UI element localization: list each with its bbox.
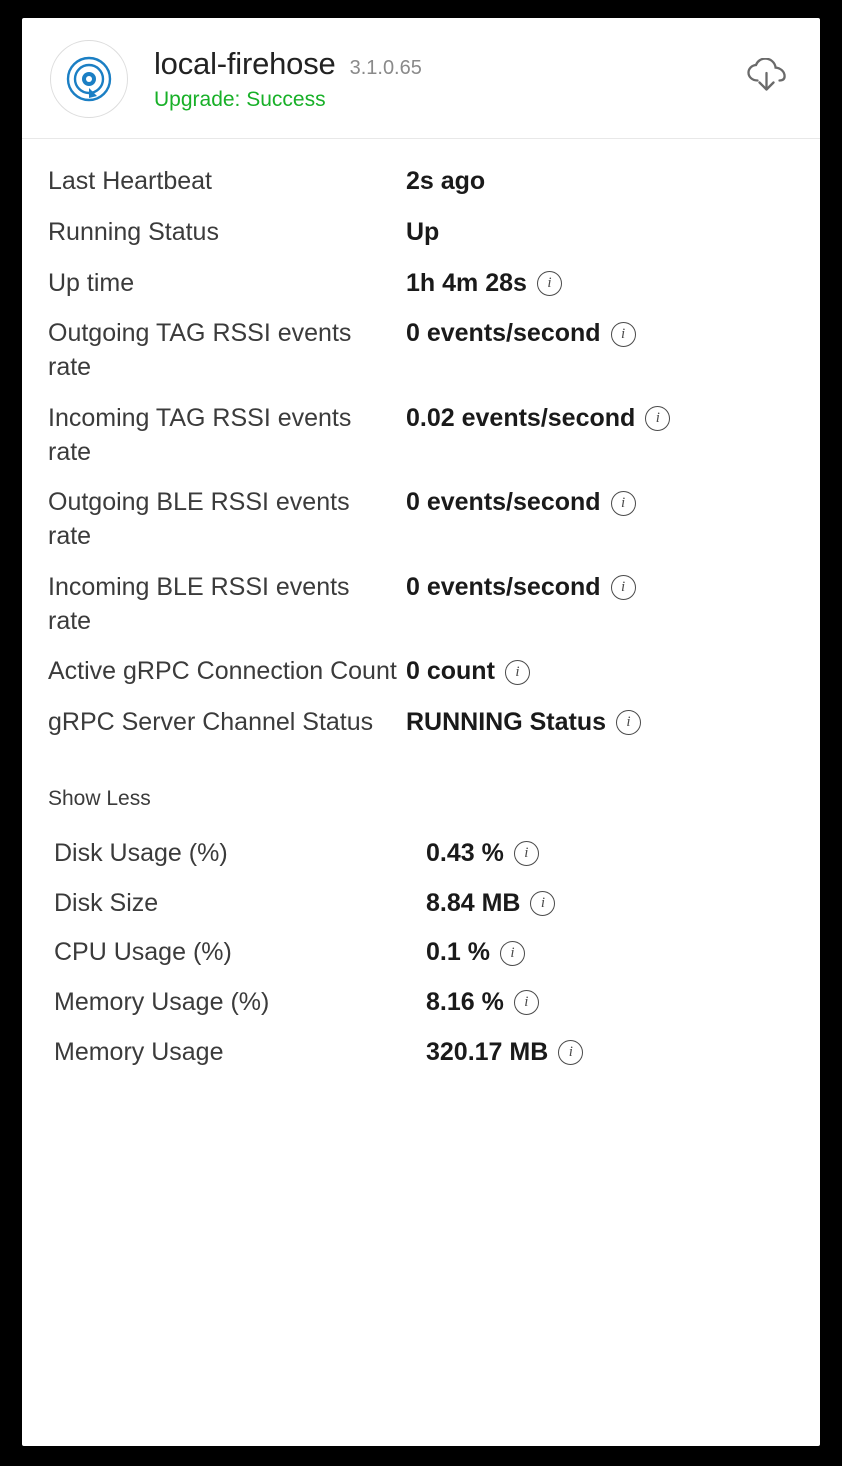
- metric-row-memory-usage: [48, 1036, 794, 1070]
- info-icon[interactable]: i: [500, 941, 525, 966]
- metric-value-wrap: [426, 1036, 583, 1070]
- metric-row-disk-size: [48, 887, 794, 921]
- detail-value: 0.02 events/second: [406, 403, 636, 432]
- metric-value-wrap: [426, 936, 525, 970]
- metric-label: Disk Usage (%): [54, 838, 228, 867]
- app-version: 3.1.0.65: [349, 57, 422, 79]
- metric-row-memory-usage-percent: [48, 986, 794, 1020]
- detail-value: 1h 4m 28s: [406, 268, 527, 297]
- metric-label: Memory Usage: [54, 1037, 224, 1066]
- detail-value-wrap: [406, 706, 641, 740]
- detail-value-wrap: [406, 655, 530, 689]
- detail-value: 0 events/second: [406, 319, 601, 348]
- title-row: [154, 46, 736, 82]
- detail-label: gRPC Server Channel Status: [48, 708, 374, 736]
- detail-value-wrap: [406, 486, 636, 520]
- metric-value: 0.43 %: [426, 838, 504, 867]
- firehose-logo-icon: [50, 40, 128, 118]
- detail-label: Outgoing TAG RSSI events rate: [48, 319, 352, 381]
- cloud-download-icon[interactable]: [746, 58, 788, 101]
- info-icon[interactable]: i: [611, 491, 636, 516]
- info-icon[interactable]: i: [530, 891, 555, 916]
- detail-value-wrap: [406, 317, 636, 351]
- detail-row-running-status: [48, 216, 794, 250]
- detail-row-outgoing-tag-rssi-events-rate: [48, 317, 794, 385]
- info-icon[interactable]: i: [611, 322, 636, 347]
- header-text-block: [154, 46, 736, 112]
- detail-row-outgoing-ble-rssi-events-rate: [48, 486, 794, 554]
- detail-label: Incoming TAG RSSI events rate: [48, 403, 352, 466]
- upgrade-status: Upgrade: Success: [154, 88, 326, 111]
- detail-row-last-heartbeat: [48, 165, 794, 199]
- info-icon[interactable]: i: [537, 271, 562, 296]
- detail-value-wrap: [406, 571, 636, 605]
- metric-label: Disk Size: [54, 888, 159, 917]
- info-icon[interactable]: i: [611, 575, 636, 600]
- metric-value: 8.16 %: [426, 988, 504, 1016]
- card-header: [22, 18, 820, 139]
- detail-label: Outgoing BLE RSSI events rate: [48, 488, 350, 550]
- detail-value-wrap: [406, 216, 439, 250]
- info-icon[interactable]: i: [616, 710, 641, 735]
- metric-value: 320.17 MB: [426, 1037, 549, 1066]
- detail-value: RUNNING Status: [406, 708, 607, 736]
- detail-label: Last Heartbeat: [48, 167, 212, 195]
- detail-value: 2s ago: [406, 167, 486, 195]
- card-body: [22, 139, 820, 1446]
- detail-row-grpc-server-channel-status: [48, 706, 794, 740]
- metric-label: Memory Usage (%): [54, 988, 270, 1016]
- detail-label: Incoming BLE RSSI events rate: [48, 572, 350, 635]
- metric-row-cpu-usage-percent: [48, 936, 794, 970]
- detail-value: 0 events/second: [406, 488, 601, 517]
- info-icon[interactable]: i: [514, 841, 539, 866]
- metric-value-wrap: [426, 837, 539, 871]
- show-less-toggle[interactable]: Show Less: [48, 786, 151, 810]
- detail-row-up-time: [48, 267, 794, 301]
- detail-row-active-grpc-connection-count: [48, 655, 794, 689]
- info-icon[interactable]: i: [505, 660, 530, 685]
- detail-row-incoming-tag-rssi-events-rate: [48, 402, 794, 470]
- info-icon[interactable]: i: [645, 406, 670, 431]
- detail-label: Running Status: [48, 217, 219, 246]
- metric-value: 8.84 MB: [426, 888, 521, 917]
- detail-label: Up time: [48, 268, 135, 297]
- detail-value: 0 events/second: [406, 572, 601, 601]
- detail-value: 0 count: [406, 657, 495, 686]
- detail-value-wrap: [406, 165, 485, 199]
- device-status-card: [22, 18, 820, 1446]
- app-title: local-firehose: [154, 46, 336, 81]
- metrics-list: [48, 837, 794, 1070]
- detail-value: Up: [406, 217, 440, 246]
- info-icon[interactable]: i: [514, 990, 539, 1015]
- detail-value-wrap: [406, 267, 562, 301]
- detail-label: Active gRPC Connection Count: [48, 657, 397, 686]
- metric-value-wrap: [426, 887, 555, 921]
- info-icon[interactable]: i: [558, 1040, 583, 1065]
- metric-value-wrap: [426, 986, 539, 1020]
- metric-value: 0.1 %: [426, 938, 490, 967]
- metric-label: CPU Usage (%): [54, 938, 232, 967]
- details-list: [48, 165, 794, 740]
- detail-value-wrap: [406, 402, 670, 436]
- detail-row-incoming-ble-rssi-events-rate: [48, 571, 794, 639]
- metric-row-disk-usage-percent: [48, 837, 794, 871]
